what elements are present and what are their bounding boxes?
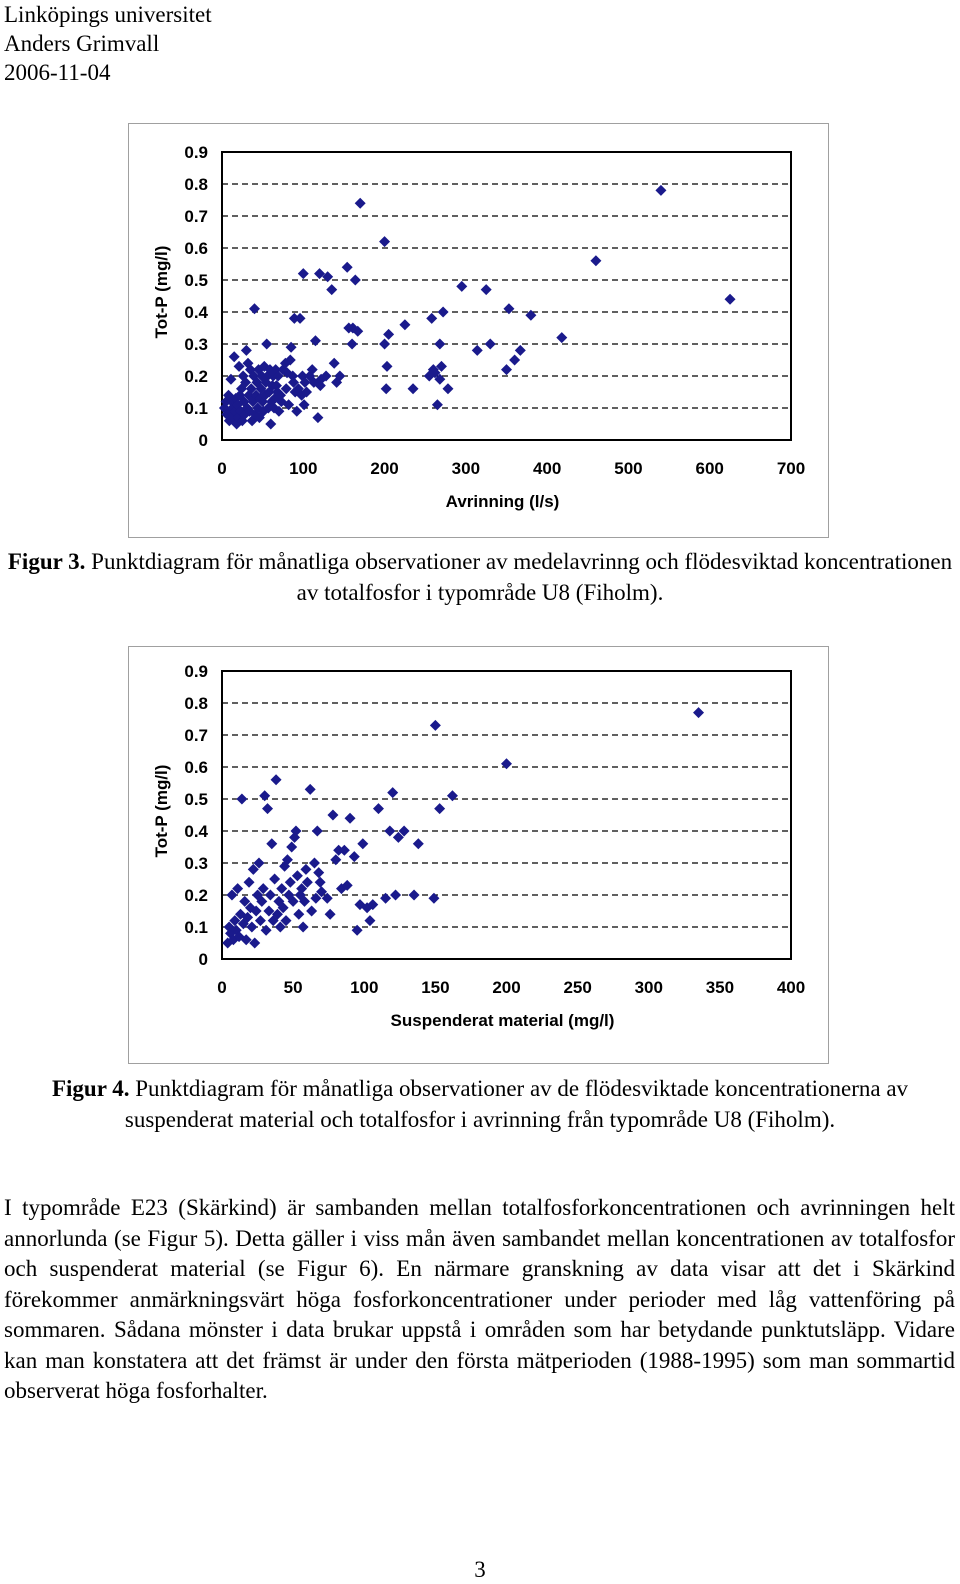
chart2-data-point (373, 803, 384, 814)
chart1-data-point (241, 345, 252, 356)
chart1-y-tick-label: 0.1 (184, 399, 208, 418)
chart1-data-point (725, 294, 736, 305)
chart2-data-point (430, 720, 441, 731)
chart1-data-point (225, 374, 236, 385)
chart1-data-point (234, 361, 245, 372)
chart2-data-point (312, 826, 323, 837)
figure-4-caption (0, 1073, 960, 1135)
chart1-data-point (456, 281, 467, 292)
chart2-y-tick-label: 0.5 (184, 790, 208, 809)
chart2-data-point (236, 794, 247, 805)
chart2-data-point (447, 790, 458, 801)
chart2-data-point (390, 890, 401, 901)
chart1-data-point (655, 185, 666, 196)
figure-4-caption-label: Figur 4. (51, 1076, 130, 1101)
chart2-y-tick-label: 0.9 (184, 662, 208, 681)
chart2-data-point (380, 893, 391, 904)
chart1-data-point (509, 355, 520, 366)
chart2-x-tick-label: 0 (217, 978, 227, 997)
chart1-data-point (265, 419, 276, 430)
chart1-data-point (485, 339, 496, 350)
chart2-x-tick-label: 400 (776, 978, 806, 997)
chart1-x-tick-label: 400 (532, 459, 562, 478)
chart2-plot-frame (222, 671, 791, 959)
chart2-y-tick-label: 0.8 (184, 694, 208, 713)
chart1-data-point (379, 339, 390, 350)
chart2-data-point (387, 787, 398, 798)
chart2-data-point (266, 838, 277, 849)
header-author: Anders Grimvall (4, 31, 160, 56)
chart1-y-tick-label: 0.4 (184, 303, 208, 322)
chart2-data-point (313, 867, 324, 878)
chart1-data-point (472, 345, 483, 356)
chart1-x-tick-label: 600 (695, 459, 724, 478)
figure-3-caption-label: Figur 3. (7, 549, 86, 574)
chart2-data-point (434, 803, 445, 814)
chart2-data-point (261, 925, 272, 936)
chart2-x-axis-title: Suspenderat material (mg/l) (390, 1011, 615, 1030)
chart2-data-point (327, 810, 338, 821)
chart2-data-point (339, 845, 350, 856)
chart2-data-point (428, 893, 439, 904)
chart2-data-point (409, 890, 420, 901)
header-date: 2006-11-04 (4, 60, 111, 85)
chart1-data-point (261, 339, 272, 350)
chart2-x-tick-label: 150 (421, 978, 450, 997)
chart1-data-point (408, 383, 419, 394)
chart1-data-point (298, 268, 309, 279)
chart2-data-point (271, 774, 282, 785)
chart1-x-tick-label: 300 (451, 459, 481, 478)
chart1-data-point (382, 361, 393, 372)
chart1-y-tick-label: 0.3 (184, 335, 208, 354)
header-university: Linköpings universitet (4, 2, 212, 27)
chart2-y-tick-label: 0.7 (184, 726, 208, 745)
chart2-data-point (255, 915, 266, 926)
chart1-plot-frame (222, 152, 791, 440)
chart2-data-point (325, 909, 336, 920)
chart1-data-point (286, 342, 297, 353)
chart1-data-point (329, 358, 340, 369)
chart2-data-point (501, 758, 512, 769)
chart1-data-point (326, 284, 337, 295)
chart2-y-tick-label: 0.3 (184, 854, 208, 873)
chart1-data-point (350, 275, 361, 286)
chart1-data-point (312, 412, 323, 423)
chart2-data-point (262, 803, 273, 814)
figure-4-plot (129, 647, 830, 1065)
chart1-y-axis-title: Tot-P (mg/l) (152, 245, 171, 339)
chart2-data-point (345, 813, 356, 824)
chart1-data-point (291, 406, 302, 417)
chart1-y-tick-label: 0.8 (184, 175, 208, 194)
chart1-x-tick-label: 700 (776, 459, 806, 478)
chart1-x-tick-label: 100 (289, 459, 318, 478)
chart2-data-point (305, 784, 316, 795)
figure-3-caption-text: Punktdiagram för månatliga observationer av medelavrinng och flödesviktad koncentrationen av totalfosfor i typområde U8 (Fiholm). (91, 549, 953, 605)
chart1-data-point (347, 339, 358, 350)
chart2-y-tick-label: 0.1 (184, 918, 208, 937)
chart1-y-tick-label: 0.6 (184, 239, 208, 258)
chart2-x-tick-label: 300 (634, 978, 663, 997)
chart1-x-tick-label: 0 (217, 459, 227, 478)
chart2-x-tick-label: 350 (705, 978, 735, 997)
chart2-data-point (265, 890, 276, 901)
chart1-data-point (355, 198, 366, 209)
chart1-y-tick-label: 0 (198, 431, 208, 450)
chart1-data-point (381, 383, 392, 394)
chart1-data-point (249, 303, 260, 314)
chart1-data-point (295, 313, 306, 324)
figure-3-caption (0, 546, 960, 608)
chart2-y-tick-label: 0.4 (184, 822, 208, 841)
chart2-data-point (298, 922, 309, 933)
chart2-data-point (693, 707, 704, 718)
chart2-x-tick-label: 250 (563, 978, 592, 997)
chart1-data-point (426, 313, 437, 324)
chart1-data-point (442, 383, 453, 394)
chart1-data-point (556, 332, 567, 343)
chart1-data-point (481, 284, 492, 295)
chart1-data-point (503, 303, 514, 314)
chart1-x-tick-label: 500 (614, 459, 643, 478)
chart2-y-axis-title: Tot-P (mg/l) (152, 764, 171, 858)
chart1-data-point (438, 307, 449, 318)
chart2-data-point (306, 906, 317, 917)
chart1-data-point (379, 236, 390, 247)
chart2-data-point (285, 877, 296, 888)
chart2-data-point (276, 883, 287, 894)
figure-3-plot (129, 124, 830, 539)
chart2-data-point (286, 842, 297, 853)
body-paragraph: I typområde E23 (Skärkind) är sambanden mellan totalfosforkoncentrationen och avrinningen helt annorlunda (se Figur 5). Detta gäller i viss mån även sambandet mellan koncentrationen av totalfosfor och suspenderat material (se Figur 6). En närmare granskning av data visar att det i Skärkind förekommer anmärkningsvärt höga fosforkoncentrationer under perioder med låg vattenföring på sommaren. Sådana mönster i data brukar uppstå i områden som har betydande punktutsläpp. Vidare kan man konstatera att det främst är under den första mätperioden (1988-1995) som man sommartid observerat höga fosforhalter. (4, 1195, 955, 1403)
chart2-data-point (330, 854, 341, 865)
figure-4-chart (128, 646, 829, 1064)
figure-4-caption-text: Punktdiagram för månatliga observationer av de flödesviktade koncentrationerna av suspenderat material och totalfosfor i avrinning från typområde U8 (Fiholm). (124, 1076, 909, 1132)
chart1-x-axis-title: Avrinning (l/s) (445, 492, 560, 511)
chart1-data-point (310, 335, 321, 346)
chart2-data-point (292, 870, 303, 881)
chart1-data-point (299, 399, 310, 410)
chart2-y-tick-label: 0.6 (184, 758, 208, 777)
chart1-data-point (434, 339, 445, 350)
document-header (4, 0, 212, 87)
chart2-data-point (259, 790, 270, 801)
chart2-data-point (244, 877, 255, 888)
figure-3-chart (128, 123, 829, 538)
chart1-data-point (515, 345, 526, 356)
chart1-x-tick-label: 200 (370, 459, 399, 478)
chart1-data-point (229, 351, 240, 362)
chart1-data-point (501, 364, 512, 375)
chart2-data-point (413, 838, 424, 849)
chart1-data-point (342, 262, 353, 273)
chart2-data-point (357, 838, 368, 849)
chart1-y-tick-label: 0.9 (184, 143, 208, 162)
chart1-data-point (432, 399, 443, 410)
chart1-data-point (383, 329, 394, 340)
chart2-y-tick-label: 0.2 (184, 886, 208, 905)
chart1-y-tick-label: 0.7 (184, 207, 208, 226)
chart2-x-tick-label: 50 (283, 978, 303, 997)
chart2-data-point (300, 864, 311, 875)
chart2-x-tick-label: 200 (492, 978, 521, 997)
chart1-y-tick-label: 0.2 (184, 367, 208, 386)
chart2-y-tick-label: 0 (198, 950, 208, 969)
chart2-data-point (293, 909, 304, 920)
chart2-data-point (309, 858, 320, 869)
chart2-data-point (269, 874, 280, 885)
chart2-data-point (315, 877, 326, 888)
chart2-x-tick-label: 100 (350, 978, 379, 997)
chart1-data-point (399, 319, 410, 330)
chart2-data-point (352, 925, 363, 936)
chart2-data-point (384, 826, 395, 837)
chart2-data-point (364, 915, 375, 926)
chart2-data-point (349, 851, 360, 862)
chart1-data-point (590, 255, 601, 266)
chart1-data-point (525, 310, 536, 321)
page-number: 3 (474, 1557, 486, 1582)
chart1-y-tick-label: 0.5 (184, 271, 208, 290)
